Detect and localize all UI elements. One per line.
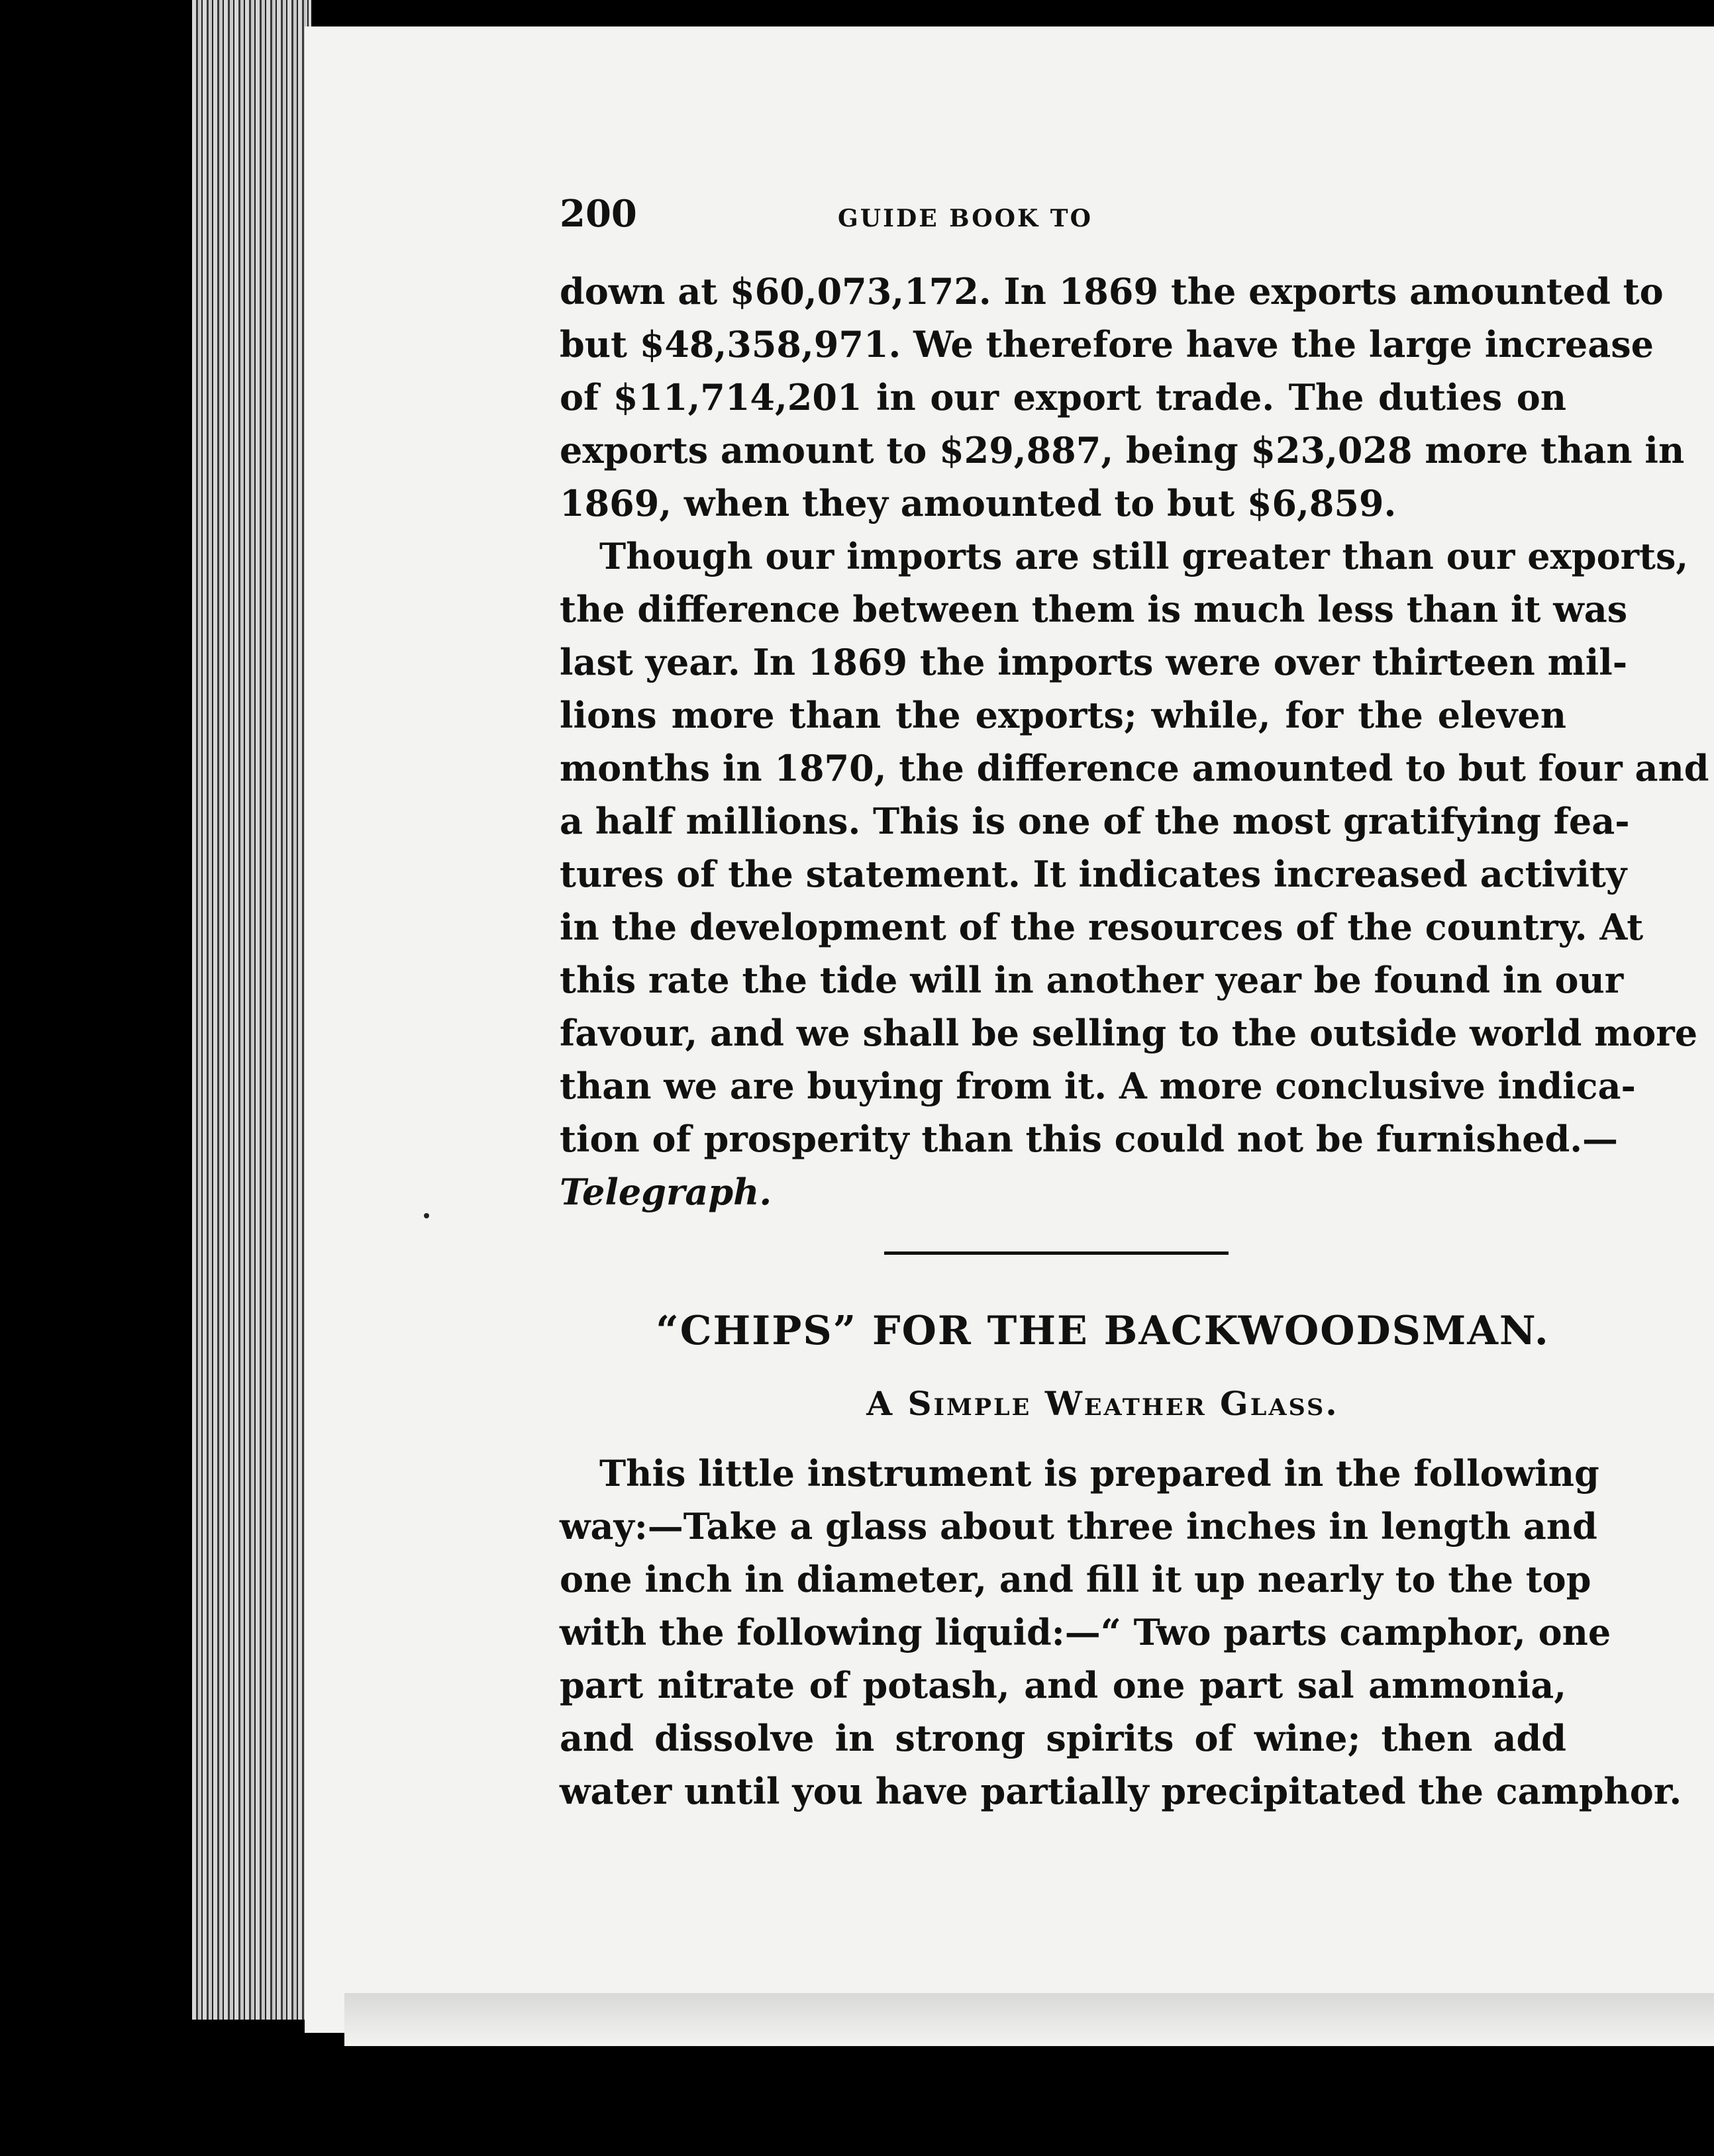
page-content: [560, 192, 1709, 1818]
text-line: way:—Take a glass about three inches in length and: [560, 1505, 1597, 1547]
text-line: and dissolve in strong spirits of wine; then add: [560, 1717, 1566, 1759]
text-line: the difference between them is much less than it was: [560, 588, 1628, 630]
running-head: [560, 192, 1566, 265]
text-line: down at $60,073,172. In 1869 the exports amounted to: [560, 270, 1664, 313]
page-bottom-shadow: [344, 1993, 1714, 2046]
running-title: GUIDE BOOK TO: [838, 205, 1093, 232]
text-line: part nitrate of potash, and one part sal ammonia,: [560, 1664, 1566, 1706]
text-line: lions more than the exports; while, for the eleven: [560, 694, 1566, 736]
text-line: tion of prosperity than this could not be furnished.—: [560, 1118, 1619, 1160]
text-line: exports amount to $29,887, being $23,028 more than in: [560, 429, 1685, 471]
paragraph-imports: [560, 530, 1709, 1165]
text-line: tures of the statement. It indicates increased activity: [560, 853, 1627, 895]
text-line: last year. In 1869 the imports were over thirteen mil-: [560, 641, 1628, 683]
text-line: Though our imports are still greater than our exports,: [599, 535, 1689, 577]
attribution: Telegraph.: [560, 1171, 772, 1213]
page-number: 200: [560, 192, 637, 236]
text-line: in the development of the resources of the country. At: [560, 906, 1644, 948]
stray-ink-mark: [424, 1213, 429, 1218]
text-line: of $11,714,201 in our export trade. The duties on: [560, 376, 1566, 418]
text-line: with the following liquid:—“ Two parts camphor, one: [560, 1611, 1611, 1653]
text-line: but $48,358,971. We therefore have the large increase: [560, 323, 1654, 366]
text-line: months in 1870, the difference amounted to but four and: [560, 747, 1709, 789]
text-line: favour, and we shall be selling to the outside world more: [560, 1012, 1698, 1054]
paragraph-exports: [560, 265, 1685, 530]
book-page-edges: [192, 0, 311, 2020]
text-line: a half millions. This is one of the most gratifying fea-: [560, 800, 1630, 842]
section-heading: “CHIPS” FOR THE BACKWOODSMAN.: [656, 1308, 1550, 1354]
text-line: water until you have partially precipitated the camphor.: [560, 1770, 1682, 1812]
text-line: one inch in diameter, and fill it up nearly to the top: [560, 1558, 1591, 1600]
text-line: 1869, when they amounted to but $6,859.: [560, 482, 1397, 524]
section-divider-rule: [884, 1251, 1229, 1255]
text-line: than we are buying from it. A more conclusive indica-: [560, 1065, 1636, 1107]
text-line: this rate the tide will in another year be found in our: [560, 959, 1624, 1001]
paragraph-weather-glass: [560, 1447, 1682, 1818]
text-line: This little instrument is prepared in the following: [599, 1452, 1599, 1494]
section-subheading: A Simple Weather Glass.: [866, 1384, 1339, 1423]
